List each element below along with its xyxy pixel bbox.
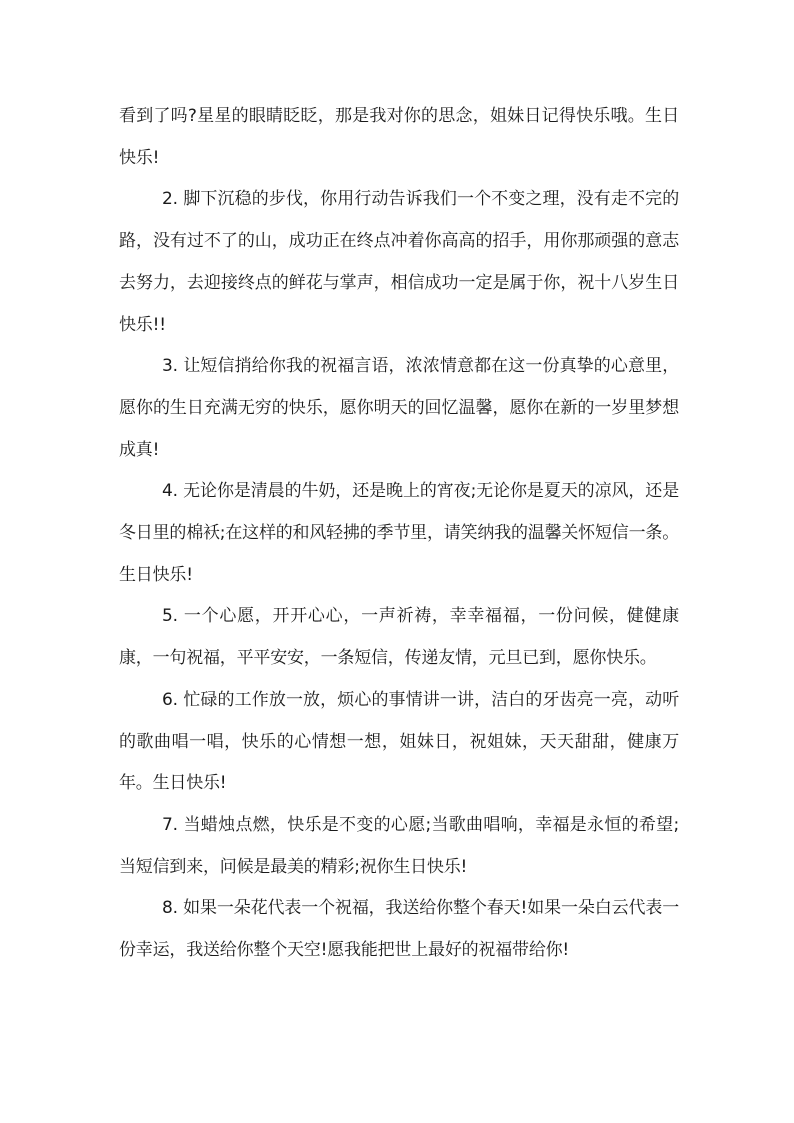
document-body [119, 96, 679, 972]
paragraph-continuation: 看到了吗?星星的眼睛眨眨，那是我对你的思念，姐妹日记得快乐哦。生日快乐! [119, 106, 679, 168]
paragraph-wish-8: 8. 如果一朵花代表一个祝福，我送给你整个春天!如果一朵白云代表一份幸运，我送给你整个天空!愿我能把世上最好的祝福带给你! [119, 898, 679, 961]
paragraph-wish-3: 3. 让短信捎给你我的祝福言语，浓浓情意都在这一份真挚的心意里，愿你的生日充满无穷的快乐，愿你明天的回忆温馨，愿你在新的一岁里梦想成真! [119, 356, 679, 460]
paragraph-wish-6: 6. 忙碌的工作放一放，烦心的事情讲一讲，洁白的牙齿亮一亮，动听的歌曲唱一唱，快乐的心情想一想，姐妹日，祝姐妹，天天甜甜，健康万年。生日快乐! [119, 689, 679, 794]
paragraph-wish-2: 2. 脚下沉稳的步伐，你用行动告诉我们一个不变之理，没有走不完的路，没有过不了的山，成功正在终点冲着你高高的招手，用你那顽强的意志去努力，去迎接终点的鲜花与掌声，相信成功一定是属于你，祝十八岁生日快乐!! [119, 189, 679, 335]
paragraph-wish-5: 5. 一个心愿，开开心心，一声祈祷，幸幸福福，一份问候，健健康康，一句祝福，平平安安，一条短信，传递友情，元旦已到，愿你快乐。 [119, 606, 679, 669]
paragraph-wish-4: 4. 无论你是清晨的牛奶，还是晚上的宵夜;无论你是夏天的凉风，还是冬日里的棉袄;在这样的和风轻拂的季节里，请笑纳我的温馨关怀短信一条。生日快乐! [119, 481, 679, 585]
paragraph-wish-7: 7. 当蜡烛点燃，快乐是不变的心愿;当歌曲唱响，幸福是永恒的希望;当短信到来，问候是最美的精彩;祝你生日快乐! [119, 814, 679, 877]
